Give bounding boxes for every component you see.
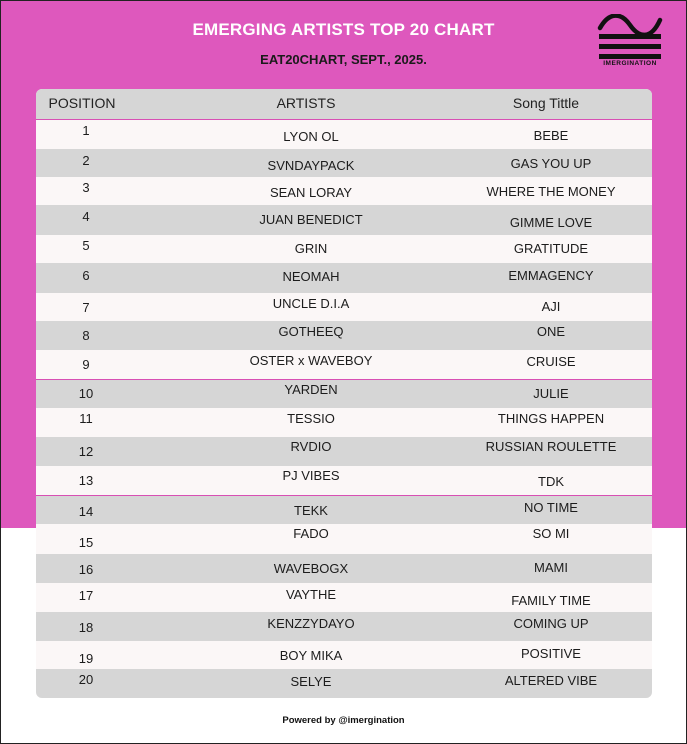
- table-row: [36, 321, 652, 350]
- song-cell: POSITIVE: [521, 646, 581, 661]
- song-cell: COMING UP: [513, 616, 589, 631]
- position-cell: 9: [82, 357, 90, 372]
- table-row: [36, 177, 652, 205]
- table-row: [36, 408, 652, 437]
- table-row: [36, 120, 652, 149]
- row-divider: [36, 495, 652, 496]
- chart-title: EMERGING ARTISTS TOP 20 CHART: [192, 20, 495, 39]
- powered-by-footer: Powered by @imergination: [282, 715, 405, 726]
- position-cell: 19: [78, 651, 94, 666]
- table-row: [36, 293, 652, 321]
- table-header: [36, 89, 652, 119]
- column-header-position: POSITION: [48, 95, 116, 111]
- song-cell: GRATITUDE: [513, 241, 589, 256]
- artist-cell: JUAN BENEDICT: [259, 212, 363, 227]
- artist-cell: FADO: [293, 526, 329, 541]
- position-cell: 6: [82, 268, 90, 283]
- position-cell: 8: [82, 328, 90, 343]
- artist-cell: TEKK: [294, 503, 328, 518]
- position-cell: 7: [82, 300, 90, 315]
- position-cell: 2: [82, 153, 90, 168]
- artist-cell: LYON OL: [283, 129, 339, 144]
- position-cell: 10: [78, 386, 94, 401]
- artist-cell: VAYTHE: [285, 587, 337, 602]
- position-cell: 1: [82, 123, 90, 138]
- position-cell: 12: [78, 444, 94, 459]
- table-row: [36, 235, 652, 263]
- song-cell: GIMME LOVE: [509, 215, 593, 230]
- song-cell: BEBE: [533, 128, 569, 143]
- position-cell: 20: [78, 672, 94, 687]
- column-header-artists: ARTISTS: [276, 95, 336, 111]
- artist-cell: TESSIO: [287, 411, 335, 426]
- table-row: [36, 149, 652, 177]
- position-cell: 4: [82, 209, 90, 224]
- position-cell: 13: [78, 473, 94, 488]
- table-row: [36, 583, 652, 612]
- song-cell: NO TIME: [524, 500, 578, 515]
- song-cell: FAMILY TIME: [511, 593, 591, 608]
- table-row: [36, 641, 652, 669]
- song-cell: AJI: [541, 299, 561, 314]
- artist-cell: WAVEBOGX: [273, 561, 349, 576]
- row-divider: [36, 379, 652, 380]
- artist-cell: BOY MIKA: [279, 648, 343, 663]
- logo-wave-icon: [595, 14, 665, 60]
- table-row: [36, 612, 652, 641]
- position-cell: 17: [78, 588, 94, 603]
- table-row: [36, 350, 652, 379]
- song-cell: JULIE: [533, 386, 569, 401]
- logo-text: IMERGINATION: [603, 60, 657, 67]
- artist-cell: GOTHEEQ: [278, 324, 344, 339]
- table-row: [36, 379, 652, 408]
- song-cell: EMMAGENCY: [508, 268, 594, 283]
- artist-cell: OSTER x WAVEBOY: [249, 353, 373, 368]
- song-cell: SO MI: [532, 526, 570, 541]
- song-cell: WHERE THE MONEY: [486, 184, 616, 199]
- artist-cell: RVDIO: [290, 439, 332, 454]
- artist-cell: PJ VIBES: [282, 468, 340, 483]
- imergination-logo: [595, 14, 665, 74]
- table-row: [36, 495, 652, 524]
- song-cell: ALTERED VIBE: [504, 673, 598, 688]
- song-cell: RUSSIAN ROULETTE: [485, 439, 617, 454]
- position-cell: 3: [82, 180, 90, 195]
- artist-cell: YARDEN: [284, 382, 338, 397]
- table-row: [36, 554, 652, 583]
- chart-subtitle: EAT20CHART, SEPT., 2025.: [260, 52, 427, 67]
- position-cell: 16: [78, 562, 94, 577]
- artist-cell: NEOMAH: [282, 269, 340, 284]
- table-row: [36, 437, 652, 466]
- artist-cell: UNCLE D.I.A: [272, 296, 350, 311]
- table-row: [36, 669, 652, 698]
- song-cell: THINGS HAPPEN: [497, 411, 605, 426]
- song-cell: CRUISE: [526, 354, 576, 369]
- artist-cell: KENZZYDAYO: [267, 616, 355, 631]
- column-header-song-title: Song Tittle: [512, 95, 580, 111]
- position-cell: 18: [78, 620, 94, 635]
- artist-cell: SEAN LORAY: [269, 185, 353, 200]
- position-cell: 11: [79, 411, 93, 426]
- song-cell: GAS YOU UP: [510, 156, 592, 171]
- table-row: [36, 263, 652, 293]
- position-cell: 15: [78, 535, 94, 550]
- position-cell: 5: [82, 238, 90, 253]
- artist-cell: GRIN: [294, 241, 328, 256]
- table-row: [36, 466, 652, 495]
- table-row: [36, 205, 652, 235]
- song-cell: ONE: [536, 324, 566, 339]
- chart-table: [36, 89, 652, 698]
- song-cell: MAMI: [534, 560, 568, 575]
- artist-cell: SVNDAYPACK: [267, 158, 355, 173]
- table-row: [36, 524, 652, 554]
- position-cell: 14: [78, 504, 94, 519]
- song-cell: TDK: [538, 474, 564, 489]
- artist-cell: SELYE: [290, 674, 332, 689]
